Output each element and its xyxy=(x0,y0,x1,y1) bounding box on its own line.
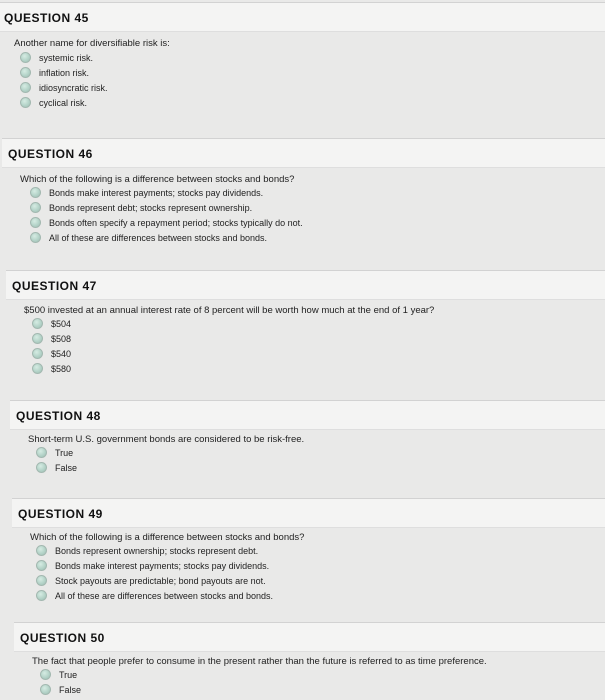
radio-button[interactable] xyxy=(20,52,31,63)
option-label: cyclical risk. xyxy=(39,97,88,108)
radio-button[interactable] xyxy=(36,560,47,571)
answer-option[interactable] xyxy=(30,215,605,230)
question-text: Which of the following is a difference between stocks and bonds? xyxy=(20,174,295,185)
radio-button[interactable] xyxy=(36,545,47,556)
answer-option[interactable] xyxy=(32,361,605,376)
question-heading: QUESTION 47 xyxy=(6,270,605,300)
radio-button[interactable] xyxy=(32,363,43,374)
radio-button[interactable] xyxy=(20,67,31,78)
answer-option[interactable] xyxy=(40,667,605,682)
radio-button[interactable] xyxy=(30,232,41,243)
answer-option[interactable] xyxy=(30,230,605,245)
radio-button[interactable] xyxy=(36,447,47,458)
radio-button[interactable] xyxy=(36,462,47,473)
option-label: False xyxy=(55,462,78,473)
radio-button[interactable] xyxy=(40,684,51,695)
option-label: Bonds make interest payments; stocks pay dividends. xyxy=(55,560,270,571)
question-heading: QUESTION 50 xyxy=(14,622,605,652)
question-text: $500 invested at an annual interest rate of 8 percent will be worth how much at the end of 1 year? xyxy=(24,305,435,316)
option-label: Bonds represent debt; stocks represent ownership. xyxy=(49,202,253,213)
option-label: $508 xyxy=(51,333,72,344)
option-label: $504 xyxy=(51,318,72,329)
option-label: All of these are differences between stocks and bonds. xyxy=(49,232,267,243)
option-label: False xyxy=(59,684,82,695)
radio-button[interactable] xyxy=(30,187,41,198)
answer-option[interactable] xyxy=(36,543,605,558)
answer-option[interactable] xyxy=(36,558,605,573)
question-49 xyxy=(0,498,605,618)
option-label: Bonds represent ownership; stocks represent debt. xyxy=(55,545,259,556)
option-label: True xyxy=(55,447,74,458)
option-label: Stock payouts are predictable; bond payouts are not. xyxy=(55,575,266,586)
question-47 xyxy=(0,270,605,390)
option-label: systemic risk. xyxy=(39,52,93,63)
answer-option[interactable] xyxy=(36,445,605,460)
radio-button[interactable] xyxy=(30,217,41,228)
radio-button[interactable] xyxy=(32,348,43,359)
answer-option[interactable] xyxy=(20,50,605,65)
option-label: $580 xyxy=(51,363,72,374)
radio-button[interactable] xyxy=(20,97,31,108)
answer-option[interactable] xyxy=(32,316,605,331)
radio-button[interactable] xyxy=(20,82,31,93)
question-heading: QUESTION 45 xyxy=(0,2,605,32)
answer-option[interactable] xyxy=(36,460,605,475)
option-label: idiosyncratic risk. xyxy=(39,82,108,93)
question-text: The fact that people prefer to consume in the present rather than the future is referred to as time preference. xyxy=(32,656,487,667)
radio-button[interactable] xyxy=(32,318,43,329)
answer-option[interactable] xyxy=(20,65,605,80)
radio-button[interactable] xyxy=(32,333,43,344)
question-50 xyxy=(0,622,605,700)
answer-option[interactable] xyxy=(20,80,605,95)
question-48 xyxy=(0,400,605,492)
question-text: Short-term U.S. government bonds are considered to be risk-free. xyxy=(28,434,305,445)
option-label: Bonds make interest payments; stocks pay dividends. xyxy=(49,187,264,198)
option-label: $540 xyxy=(51,348,72,359)
answer-option[interactable] xyxy=(20,95,605,110)
answer-option[interactable] xyxy=(32,331,605,346)
radio-button[interactable] xyxy=(36,575,47,586)
answer-option[interactable] xyxy=(30,185,605,200)
question-45 xyxy=(0,0,605,128)
option-label: Bonds often specify a repayment period; stocks typically do not. xyxy=(49,217,303,228)
option-label: inflation risk. xyxy=(39,67,90,78)
option-label: All of these are differences between stocks and bonds. xyxy=(55,590,273,601)
answer-option[interactable] xyxy=(36,573,605,588)
answer-option[interactable] xyxy=(30,200,605,215)
answer-option[interactable] xyxy=(32,346,605,361)
radio-button[interactable] xyxy=(30,202,41,213)
option-label: True xyxy=(59,669,78,680)
question-heading: QUESTION 46 xyxy=(2,138,605,168)
question-heading: QUESTION 49 xyxy=(12,498,605,528)
answer-option[interactable] xyxy=(40,682,605,697)
question-text: Which of the following is a difference between stocks and bonds? xyxy=(30,532,305,543)
radio-button[interactable] xyxy=(40,669,51,680)
radio-button[interactable] xyxy=(36,590,47,601)
question-text: Another name for diversifiable risk is: xyxy=(14,38,170,49)
question-heading: QUESTION 48 xyxy=(10,400,605,430)
answer-option[interactable] xyxy=(36,588,605,603)
question-46 xyxy=(0,138,605,250)
